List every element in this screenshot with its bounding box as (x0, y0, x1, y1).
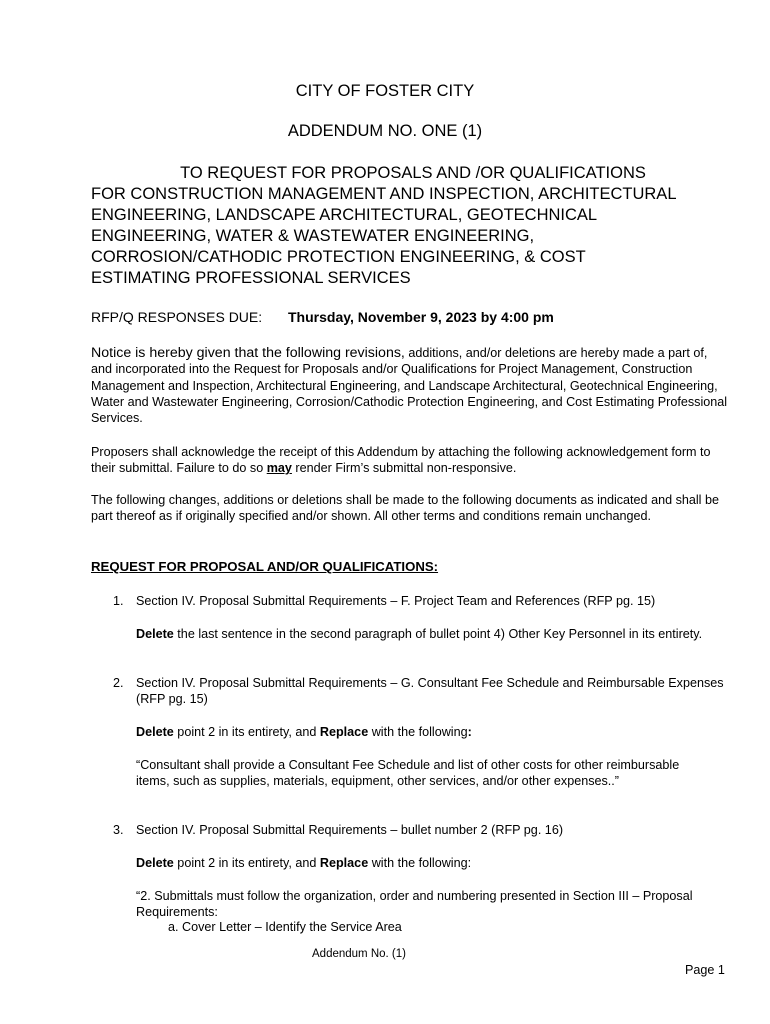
item-3-subpoint: a. Cover Letter – Identify the Service Area (168, 920, 402, 934)
due-date: Thursday, November 9, 2023 by 4:00 pm (288, 309, 554, 325)
title-line: TO REQUEST FOR PROPOSALS AND /OR QUALIFICATIONS (180, 164, 646, 182)
item-number: 2. (113, 676, 124, 690)
acknowledge-text: Proposers shall acknowledge the receipt of this Addendum by attaching the following acknowledgement form to their submittal. Failure to do so (91, 445, 711, 476)
instruction-text: the last sentence in the second paragraph of bullet point 4) Other Key Personnel in its entirety. (173, 627, 703, 641)
item-text: Section IV. Proposal Submittal Requirements – bullet number 2 (RFP pg. 16) (136, 823, 564, 837)
item-text: Section IV. Proposal Submittal Requirements – G. Consultant Fee Schedule and Reimbursable Expenses (RFP pg. 15) (136, 676, 724, 707)
delete-label: Delete (136, 725, 174, 739)
notice-rest: additions, and/or deletions are hereby made a part of, and incorporated into the Request for Proposals and/or Qualifications for Project Management, Construction Management and Inspection, Architectural Engineering, and Landscape Architectural, Geotechnical Engineering, Water and Wastewater Engineering, Corrosion/Cathodic Protection Engineering, and Cost Estimating Professional Services. (91, 346, 728, 426)
title-line: ESTIMATING PROFESSIONAL SERVICES (91, 269, 411, 287)
title-line: FOR CONSTRUCTION MANAGEMENT AND INSPECTION, ARCHITECTURAL (91, 185, 677, 203)
footer-addendum: Addendum No. (1) (312, 948, 406, 960)
list-item-1 (113, 593, 733, 609)
item-3-instruction (136, 855, 726, 871)
section-heading: REQUEST FOR PROPOSAL AND/OR QUALIFICATIONS: (91, 559, 439, 574)
emphasis-may: may (266, 461, 292, 476)
title-line: ENGINEERING, LANDSCAPE ARCHITECTURAL, GEOTECHNICAL (91, 206, 598, 224)
item-2-instruction (136, 724, 726, 740)
instruction-text: point 2 in its entirety, and (173, 725, 320, 739)
responses-due (91, 309, 554, 325)
notice-lead: Notice is hereby given that the following revisions, (91, 345, 405, 361)
instruction-colon: : (467, 725, 472, 739)
item-1-instruction (136, 626, 726, 642)
item-2-quote: “Consultant shall provide a Consultant Fee Schedule and list of other costs for other reimbursable items, such as supplies, materials, equipment, other services, and/or other expenses..” (136, 758, 680, 789)
title-line: CORROSION/CATHODIC PROTECTION ENGINEERING, & COST (91, 248, 586, 266)
item-number: 1. (113, 594, 124, 608)
title-line: ENGINEERING, WATER & WASTEWATER ENGINEERING, (91, 227, 535, 245)
addendum-heading: ADDENDUM NO. ONE (1) (287, 122, 483, 140)
delete-label: Delete (136, 627, 174, 641)
changes-paragraph: The following changes, additions or deletions shall be made to the following documents as indicated and shall be part thereof as if originally specified and/or shown. All other terms and conditions remain unchanged. (91, 493, 719, 524)
delete-label: Delete (136, 856, 174, 870)
instruction-text: point 2 in its entirety, and (173, 856, 320, 870)
city-heading: CITY OF FOSTER CITY (295, 82, 475, 100)
due-label: RFP/Q RESPONSES DUE: (91, 309, 263, 325)
acknowledge-paragraph (91, 444, 731, 477)
list-item-3 (113, 822, 733, 838)
item-3-quote: “2. Submittals must follow the organization, order and numbering presented in Section III – Proposal Requirements: (136, 889, 693, 920)
notice-paragraph (91, 345, 731, 426)
acknowledge-text-end: render Firm’s submittal non-responsive. (291, 461, 517, 476)
document-title (91, 163, 731, 289)
page-number: Page 1 (685, 963, 725, 977)
replace-label: Replace (319, 856, 369, 870)
instruction-text-end: with the following: (368, 856, 472, 870)
list-item-2 (113, 675, 733, 708)
item-text: Section IV. Proposal Submittal Requirements – F. Project Team and References (RFP pg. 15) (136, 594, 656, 608)
replace-label: Replace (319, 725, 369, 739)
item-number: 3. (113, 823, 124, 837)
instruction-text-end: with the following (368, 725, 468, 739)
